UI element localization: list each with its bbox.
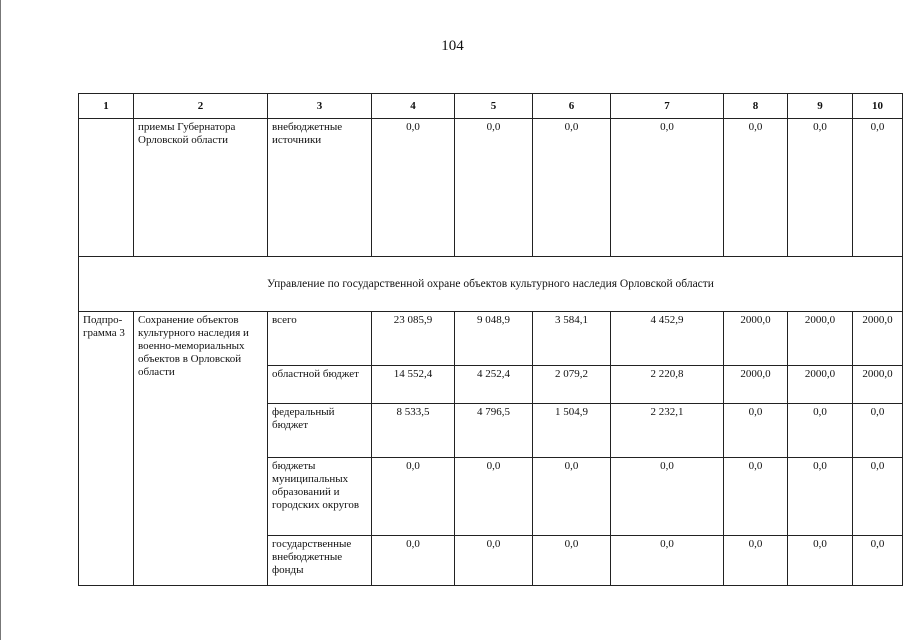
- funding-source-cell: внебюджетные источники: [268, 119, 372, 257]
- value-cell: 0,0: [611, 458, 724, 536]
- value-cell: 0,0: [853, 536, 903, 586]
- col-number: 5: [455, 94, 533, 119]
- value-cell: 0,0: [533, 119, 611, 257]
- page-edge-rule: [0, 0, 1, 640]
- subprogram-code-cell: Подпро-грамма 3: [79, 312, 134, 586]
- value-cell: 2000,0: [788, 366, 853, 404]
- value-cell: 9 048,9: [455, 312, 533, 366]
- col-number: 2: [134, 94, 268, 119]
- value-cell: 0,0: [372, 536, 455, 586]
- table-row: [79, 312, 903, 366]
- funding-source-cell: бюджеты муниципальных образований и городских округов: [268, 458, 372, 536]
- value-cell: 0,0: [611, 536, 724, 586]
- value-cell: 0,0: [788, 119, 853, 257]
- col-number: 9: [788, 94, 853, 119]
- value-cell: 2000,0: [724, 366, 788, 404]
- value-cell: 4 452,9: [611, 312, 724, 366]
- department-row: [79, 257, 903, 312]
- value-cell: 3 584,1: [533, 312, 611, 366]
- subprogram-name-cell: Сохранение объектов культурного наследия и военно-мемориальных объектов в Орловской области: [134, 312, 268, 586]
- funding-source-cell: областной бюджет: [268, 366, 372, 404]
- value-cell: 0,0: [372, 119, 455, 257]
- value-cell: 2000,0: [724, 312, 788, 366]
- value-cell: 0,0: [455, 458, 533, 536]
- col-number: 8: [724, 94, 788, 119]
- col-number: 6: [533, 94, 611, 119]
- value-cell: 2000,0: [853, 366, 903, 404]
- value-cell: 23 085,9: [372, 312, 455, 366]
- value-cell: 0,0: [455, 536, 533, 586]
- budget-table: [78, 93, 903, 586]
- value-cell: 0,0: [611, 119, 724, 257]
- department-heading: Управление по государственной охране объектов культурного наследия Орловской области: [79, 257, 903, 312]
- value-cell: 0,0: [455, 119, 533, 257]
- column-number-row: [79, 94, 903, 119]
- event-name-cell: приемы Губернатора Орловской области: [134, 119, 268, 257]
- value-cell: 4 252,4: [455, 366, 533, 404]
- value-cell: 8 533,5: [372, 404, 455, 458]
- value-cell: 0,0: [533, 458, 611, 536]
- value-cell: 2 220,8: [611, 366, 724, 404]
- value-cell: 2 232,1: [611, 404, 724, 458]
- funding-source-cell: всего: [268, 312, 372, 366]
- value-cell: 0,0: [788, 458, 853, 536]
- page-number: 104: [441, 38, 464, 54]
- value-cell: 0,0: [724, 458, 788, 536]
- col-number: 10: [853, 94, 903, 119]
- value-cell: 0,0: [853, 458, 903, 536]
- funding-source-cell: государственные внебюджетные фонды: [268, 536, 372, 586]
- value-cell: 4 796,5: [455, 404, 533, 458]
- value-cell: 0,0: [533, 536, 611, 586]
- value-cell: 2000,0: [788, 312, 853, 366]
- value-cell: 0,0: [724, 536, 788, 586]
- value-cell: 1 504,9: [533, 404, 611, 458]
- value-cell: 2 079,2: [533, 366, 611, 404]
- value-cell: 0,0: [724, 119, 788, 257]
- value-cell: 0,0: [788, 404, 853, 458]
- value-cell: 0,0: [372, 458, 455, 536]
- col-number: 1: [79, 94, 134, 119]
- value-cell: 0,0: [853, 404, 903, 458]
- value-cell: 14 552,4: [372, 366, 455, 404]
- col-number: 7: [611, 94, 724, 119]
- value-cell: 0,0: [724, 404, 788, 458]
- row-code-cell: [79, 119, 134, 257]
- table-row: [79, 119, 903, 257]
- col-number: 3: [268, 94, 372, 119]
- col-number: 4: [372, 94, 455, 119]
- value-cell: 0,0: [853, 119, 903, 257]
- funding-source-cell: федеральный бюджет: [268, 404, 372, 458]
- value-cell: 0,0: [788, 536, 853, 586]
- value-cell: 2000,0: [853, 312, 903, 366]
